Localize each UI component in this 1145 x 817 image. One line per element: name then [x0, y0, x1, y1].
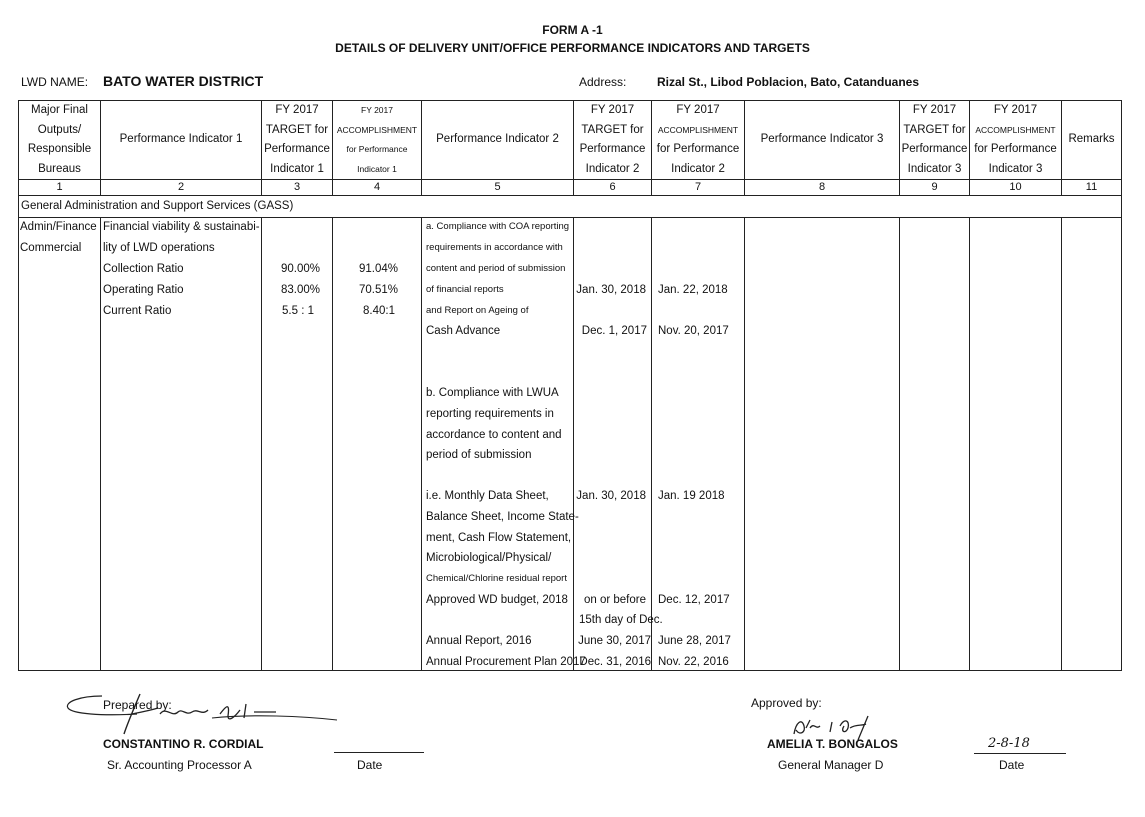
pi2-a-line: of financial reports [426, 284, 504, 295]
body-row [19, 218, 1122, 671]
prepared-by-position: Sr. Accounting Processor A [107, 758, 252, 772]
target1-value: 90.00% [280, 263, 320, 275]
accomp2-value: Nov. 22, 2016 [658, 656, 729, 668]
column-number: 8 [745, 180, 900, 196]
col-header-target3: FY 2017 TARGET for Performance Indicator 3 [900, 101, 970, 180]
column-number: 9 [900, 180, 970, 196]
pi2-b-line: reporting requirements in [426, 408, 554, 420]
column-number: 2 [101, 180, 262, 196]
mfo-line: Admin/Finance [20, 221, 97, 233]
form-title: DETAILS OF DELIVERY UNIT/OFFICE PERFORMANCE INDICATORS AND TARGETS [335, 41, 810, 55]
mfo-cell [19, 218, 101, 671]
header-row [19, 101, 1122, 180]
target2-value: on or before [583, 594, 646, 606]
col-header-pi3: Performance Indicator 3 [745, 101, 900, 180]
target2-value: Jan. 30, 2018 [576, 284, 646, 296]
accomp2-value: Nov. 20, 2017 [658, 325, 729, 337]
approved-by-position: General Manager D [778, 758, 884, 772]
pi1-line: Current Ratio [103, 305, 172, 317]
pi1-line: Collection Ratio [103, 263, 184, 275]
column-number: 1 [19, 180, 101, 196]
column-number: 7 [652, 180, 745, 196]
date-line [974, 753, 1066, 754]
address-label: Address: [579, 75, 627, 89]
approved-by-label: Approved by: [751, 696, 822, 710]
pi2-b-line: b. Compliance with LWUA [426, 387, 559, 399]
section-row [19, 196, 1122, 218]
accomp1-value: 70.51% [358, 284, 398, 296]
pi3-cell [745, 218, 900, 671]
col-header-pi2: Performance Indicator 2 [422, 101, 574, 180]
col-header-mfo: Major Final Outputs/ Responsible Bureaus [19, 101, 101, 180]
column-number: 3 [262, 180, 333, 196]
pi2-ie-line: ment, Cash Flow Statement, [426, 532, 572, 544]
target2-value: Jan. 30, 2018 [576, 490, 646, 502]
accomp2-value: Jan. 19 2018 [658, 490, 725, 502]
pi1-line: Financial viability & sustainabi- [103, 221, 260, 233]
pi2-ie-line: i.e. Monthly Data Sheet, [426, 490, 549, 502]
section-title: General Administration and Support Services (GASS) [19, 196, 1122, 218]
col-header-remarks: Remarks [1062, 101, 1122, 180]
column-number: 11 [1062, 180, 1122, 196]
target1-value: 83.00% [280, 284, 320, 296]
pi2-b-line: period of submission [426, 449, 532, 461]
accomp2-value: Dec. 12, 2017 [658, 594, 730, 606]
remarks-cell [1062, 218, 1122, 671]
target2-value: June 30, 2017 [578, 635, 651, 647]
pi2-a-line: requirements in accordance with [426, 242, 563, 253]
col-header-accomp2: FY 2017 ACCOMPLISHMENT for Performance Indicator 2 [652, 101, 745, 180]
target2-value: Dec. 31, 2016 [579, 656, 651, 668]
column-number-row [19, 180, 1122, 196]
accomp1-value: 91.04% [358, 263, 398, 275]
date-label: Date [999, 758, 1025, 772]
pi1-line: lity of LWD operations [103, 242, 215, 254]
date-label: Date [357, 758, 383, 772]
mfo-line: Commercial [20, 242, 82, 254]
approved-date: 2-8-18 [988, 736, 1030, 751]
pi1-line: Operating Ratio [103, 284, 184, 296]
pi2-app: Annual Procurement Plan 2017 [426, 656, 586, 668]
target2-value: Dec. 1, 2017 [581, 325, 647, 337]
pi2-ie-line: Balance Sheet, Income State- [426, 511, 579, 523]
approved-by-name: AMELIA T. BONGALOS [767, 737, 898, 751]
pi2-annual-report: Annual Report, 2016 [426, 635, 532, 647]
date-line [334, 752, 424, 753]
prepared-by-name: CONSTANTINO R. CORDIAL [103, 737, 264, 751]
lwd-name: BATO WATER DISTRICT [103, 73, 264, 89]
accomp2-value: Jan. 22, 2018 [658, 284, 728, 296]
col-header-target2: FY 2017 TARGET for Performance Indicator 2 [574, 101, 652, 180]
pi2-a-line: and Report on Ageing of [426, 305, 529, 316]
indicators-table [18, 100, 1122, 671]
column-number: 4 [333, 180, 422, 196]
col-header-accomp1: FY 2017 ACCOMPLISHMENT for Performance Indicator 1 [333, 101, 422, 180]
accomp3-cell [970, 218, 1062, 671]
lwd-name-label: LWD NAME: [21, 75, 89, 89]
col-header-target1: FY 2017 TARGET for Performance Indicator 1 [262, 101, 333, 180]
target1-value: 5.5 : 1 [282, 305, 314, 317]
pi2-ie-line: Approved WD budget, 2018 [426, 594, 568, 606]
target3-cell [900, 218, 970, 671]
pi2-a-line: a. Compliance with COA reporting [426, 221, 570, 232]
col-header-pi1: Performance Indicator 1 [101, 101, 262, 180]
col-header-accomp3: FY 2017 ACCOMPLISHMENT for Performance Indicator 3 [970, 101, 1062, 180]
accomp2-value: June 28, 2017 [658, 635, 731, 647]
pi2-a-line: Cash Advance [426, 325, 501, 337]
accomp1-value: 8.40:1 [363, 305, 395, 317]
pi2-ie-line: Microbiological/Physical/ [426, 552, 552, 564]
pi2-a-line: content and period of submission [426, 263, 566, 274]
column-number: 6 [574, 180, 652, 196]
address-value: Rizal St., Libod Poblacion, Bato, Catanduanes [657, 75, 920, 89]
column-number: 5 [422, 180, 574, 196]
column-number: 10 [970, 180, 1062, 196]
form-code: FORM A -1 [542, 23, 603, 37]
pi2-ie-line: Chemical/Chlorine residual report [426, 573, 567, 584]
target2-value: 15th day of Dec. [579, 614, 663, 626]
prepared-by-label: Prepared by: [103, 698, 172, 712]
pi2-b-line: accordance to content and [426, 429, 562, 441]
